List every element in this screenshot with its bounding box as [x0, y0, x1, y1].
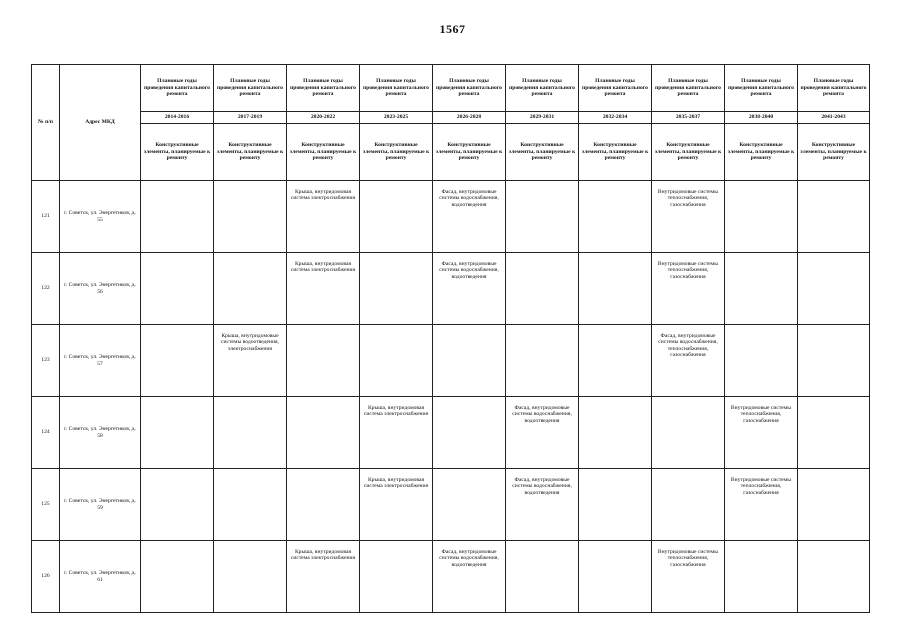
period-years-cell: 2020-2022: [287, 112, 360, 124]
work-cell: [798, 397, 870, 469]
elements-header-cell: Конструктивные элементы, планируемые к ремонту: [506, 124, 579, 181]
work-cell: Крыша, внутридомовые системы водоотведения, электроснабжения: [214, 325, 287, 397]
header-row-period-years: [32, 112, 870, 124]
work-cell: [725, 181, 798, 253]
work-cell: [798, 541, 870, 613]
row-number: 122: [32, 253, 60, 325]
column-header-address: Адрес МКД: [60, 65, 141, 181]
work-cell: [579, 181, 652, 253]
work-cell: [506, 541, 579, 613]
work-cell: [579, 325, 652, 397]
table-row: [32, 181, 870, 253]
table-row: [32, 469, 870, 541]
table-row: [32, 541, 870, 613]
work-cell: [141, 325, 214, 397]
elements-header-cell: Конструктивные элементы, планируемые к ремонту: [360, 124, 433, 181]
work-cell: [214, 253, 287, 325]
row-address: г. Советск, ул. Энергетиков, д. 58: [60, 397, 141, 469]
work-cell: [798, 181, 870, 253]
work-cell: Крыша, внутридомовая система электроснабжения: [287, 541, 360, 613]
column-header-number: № п/п: [32, 65, 60, 181]
work-cell: [579, 541, 652, 613]
work-cell: [141, 541, 214, 613]
elements-header-cell: Конструктивные элементы, планируемые к ремонту: [214, 124, 287, 181]
work-cell: [360, 253, 433, 325]
elements-header-cell: Конструктивные элементы, планируемые к ремонту: [798, 124, 870, 181]
period-title-cell: Плановые годы проведения капитального ремонта: [141, 65, 214, 112]
work-cell: [579, 469, 652, 541]
work-cell: [798, 325, 870, 397]
elements-header-cell: Конструктивные элементы, планируемые к ремонту: [287, 124, 360, 181]
work-cell: Внутридомовые системы теплоснабжения, газоснабжения: [652, 541, 725, 613]
work-cell: [433, 469, 506, 541]
work-cell: Фасад, внутридомовые системы водоснабжения, водоотведения: [433, 541, 506, 613]
work-cell: [725, 253, 798, 325]
period-years-cell: 2026-2028: [433, 112, 506, 124]
elements-header-cell: Конструктивные элементы, планируемые к ремонту: [433, 124, 506, 181]
work-cell: Внутридомовые системы теплоснабжения, газоснабжения: [725, 397, 798, 469]
work-cell: [360, 325, 433, 397]
header-row-elements: [32, 124, 870, 181]
period-years-cell: 2041-2043: [798, 112, 870, 124]
elements-header-cell: Конструктивные элементы, планируемые к ремонту: [141, 124, 214, 181]
work-cell: [360, 181, 433, 253]
table-row: [32, 325, 870, 397]
row-number: 121: [32, 181, 60, 253]
work-cell: [287, 325, 360, 397]
table-row: [32, 397, 870, 469]
elements-header-cell: Конструктивные элементы, планируемые к ремонту: [579, 124, 652, 181]
work-cell: [214, 469, 287, 541]
row-address: г. Советск, ул. Энергетиков, д. 59: [60, 469, 141, 541]
work-cell: [652, 397, 725, 469]
work-cell: [798, 469, 870, 541]
row-address: г. Советск, ул. Энергетиков, д. 56: [60, 253, 141, 325]
row-number: 123: [32, 325, 60, 397]
row-number: 124: [32, 397, 60, 469]
row-address: г. Советск, ул. Энергетиков, д. 57: [60, 325, 141, 397]
period-title-cell: Плановые годы проведения капитального ремонта: [214, 65, 287, 112]
work-cell: [433, 325, 506, 397]
work-cell: [725, 325, 798, 397]
table-row: [32, 253, 870, 325]
period-title-cell: Плановые годы проведения капитального ремонта: [725, 65, 798, 112]
period-years-cell: 2038-2040: [725, 112, 798, 124]
elements-header-cell: Конструктивные элементы, планируемые к ремонту: [652, 124, 725, 181]
work-cell: [506, 181, 579, 253]
elements-header-cell: Конструктивные элементы, планируемые к ремонту: [725, 124, 798, 181]
period-years-cell: 2017-2019: [214, 112, 287, 124]
work-cell: [287, 469, 360, 541]
work-cell: [287, 397, 360, 469]
row-address: г. Советск, ул. Энергетиков, д. 55: [60, 181, 141, 253]
work-cell: [725, 541, 798, 613]
period-title-cell: Плановые годы проведения капитального ремонта: [579, 65, 652, 112]
work-cell: [798, 253, 870, 325]
work-cell: Фасад, внутридомовые системы водоснабжения, водоотведения: [433, 181, 506, 253]
row-number: 125: [32, 469, 60, 541]
row-address: г. Советск, ул. Энергетиков, д. 61: [60, 541, 141, 613]
work-cell: Крыша, внутридомовая система электроснабжения: [287, 181, 360, 253]
work-cell: Фасад, внутридомовые системы водоснабжения, водоотведения: [506, 397, 579, 469]
period-years-cell: 2023-2025: [360, 112, 433, 124]
period-title-cell: Плановые годы проведения капитального ремонта: [287, 65, 360, 112]
period-years-cell: 2035-2037: [652, 112, 725, 124]
period-title-cell: Плановые годы проведения капитального ремонта: [433, 65, 506, 112]
work-cell: [506, 253, 579, 325]
period-title-cell: Плановые годы проведения капитального ремонта: [506, 65, 579, 112]
work-cell: Крыша, внутридомовая система электроснабжения: [287, 253, 360, 325]
capital-repair-schedule-table: [31, 64, 870, 613]
work-cell: Крыша, внутридомовая система электроснабжения: [360, 397, 433, 469]
period-title-cell: Плановые годы проведения капитального ремонта: [798, 65, 870, 112]
work-cell: [141, 253, 214, 325]
work-cell: [214, 397, 287, 469]
work-cell: [652, 469, 725, 541]
period-years-cell: 2014-2016: [141, 112, 214, 124]
work-cell: [506, 325, 579, 397]
work-cell: [141, 181, 214, 253]
period-years-cell: 2032-2034: [579, 112, 652, 124]
work-cell: Фасад, внутридомовые системы водоснабжения, водоотведения: [506, 469, 579, 541]
work-cell: Крыша, внутридомовая система электроснабжения: [360, 469, 433, 541]
work-cell: [141, 469, 214, 541]
period-title-cell: Плановые годы проведения капитального ремонта: [652, 65, 725, 112]
work-cell: [360, 541, 433, 613]
work-cell: [433, 397, 506, 469]
row-number: 126: [32, 541, 60, 613]
work-cell: Внутридомовые системы теплоснабжения, газоснабжения: [652, 253, 725, 325]
work-cell: Фасад, внутридомовые системы водоснабжения, теплоснабжения, газоснабжения: [652, 325, 725, 397]
header-row-periods-title: [32, 65, 870, 112]
work-cell: Внутридомовые системы теплоснабжения, газоснабжения: [652, 181, 725, 253]
work-cell: [214, 181, 287, 253]
work-cell: [579, 253, 652, 325]
page-number: 1567: [439, 22, 466, 36]
work-cell: [141, 397, 214, 469]
period-title-cell: Плановые годы проведения капитального ремонта: [360, 65, 433, 112]
work-cell: [214, 541, 287, 613]
work-cell: Внутридомовые системы теплоснабжения, газоснабжения: [725, 469, 798, 541]
work-cell: Фасад, внутридомовые системы водоснабжения, водоотведения: [433, 253, 506, 325]
period-years-cell: 2029-2031: [506, 112, 579, 124]
work-cell: [579, 397, 652, 469]
